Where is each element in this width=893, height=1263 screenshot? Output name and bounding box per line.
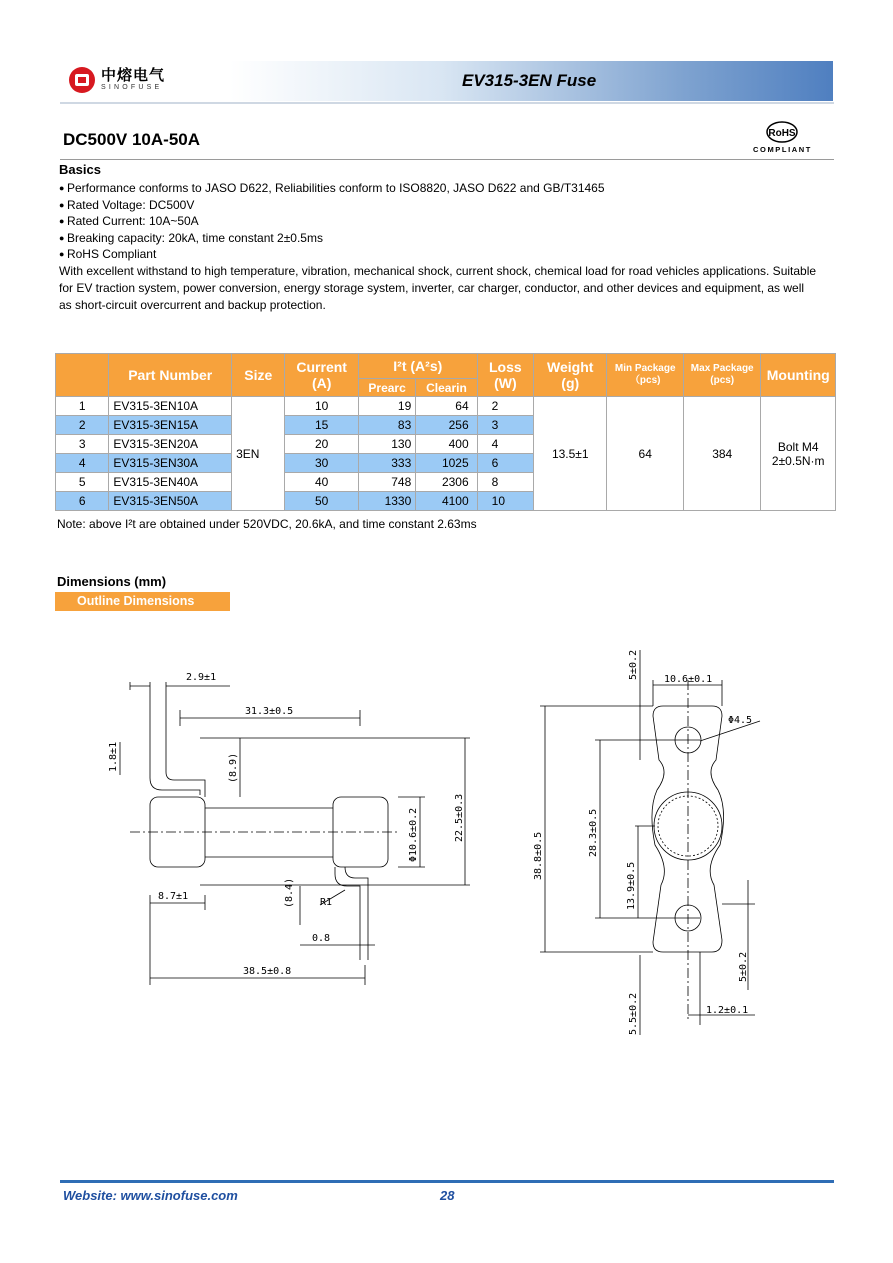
- dim-label: 10.6±0.1: [664, 674, 713, 685]
- cell-prearc: 83: [358, 416, 415, 435]
- page-number: 28: [440, 1188, 455, 1203]
- rohs-badge-text: RoHS: [768, 128, 796, 139]
- header-weight-label: Weight: [547, 359, 594, 375]
- header-weight: [534, 354, 607, 397]
- cell-loss: 6: [477, 454, 533, 473]
- header-min-package: [607, 354, 683, 397]
- dim-label: 1.2±0.1: [706, 1005, 749, 1016]
- basics-heading: Basics: [59, 162, 101, 177]
- dim-label: 0.8: [312, 933, 331, 944]
- cell-prearc: 130: [358, 435, 415, 454]
- header-min-package-label: Min Package: [614, 363, 676, 374]
- cell-no: 2: [56, 416, 109, 435]
- cell-prearc: 1330: [358, 492, 415, 511]
- header-divider: [60, 102, 834, 104]
- list-item: ● RoHS Compliant: [59, 246, 605, 263]
- mounting-line2: 2±0.5N·m: [771, 453, 825, 468]
- cell-no: 6: [56, 492, 109, 511]
- dim-label: 8.7±1: [158, 891, 189, 902]
- cell-weight: 13.5±1: [534, 397, 607, 511]
- header-loss: [477, 354, 533, 397]
- outline-dimensions-label: Outline Dimensions: [55, 592, 230, 611]
- footer-divider: [60, 1180, 834, 1183]
- cell-size: 3EN: [232, 397, 285, 511]
- cell-clearin: 2306: [416, 473, 477, 492]
- cell-current: 40: [285, 473, 358, 492]
- header-loss-unit: (W): [494, 375, 517, 391]
- table-row: [56, 397, 836, 416]
- document-title: EV315-3EN Fuse: [462, 71, 597, 90]
- list-item: ● Performance conforms to JASO D622, Reliabilities conform to ISO8820, JASO D622 and GB/T31465: [59, 180, 605, 197]
- dim-label: 22.5±0.3: [454, 793, 465, 842]
- basics-list: [59, 180, 605, 263]
- cell-part: EV315-3EN30A: [109, 454, 232, 473]
- cell-prearc: 748: [358, 473, 415, 492]
- dim-label: (8.4): [284, 877, 295, 908]
- dim-label: R1: [320, 897, 333, 908]
- header-mounting: Mounting: [761, 354, 836, 397]
- dim-label: 31.3±0.5: [245, 706, 294, 717]
- cell-min-package: 64: [607, 397, 683, 511]
- dimensions-heading: Dimensions (mm): [57, 574, 167, 589]
- cell-max-package: 384: [683, 397, 760, 511]
- cell-loss: 4: [477, 435, 533, 454]
- cell-no: 5: [56, 473, 109, 492]
- cell-part: EV315-3EN40A: [109, 473, 232, 492]
- header-size: Size: [232, 354, 285, 397]
- dim-label: 28.3±0.5: [588, 808, 599, 857]
- cell-clearin: 400: [416, 435, 477, 454]
- cell-clearin: 256: [416, 416, 477, 435]
- side-lead-bottom: [335, 867, 360, 960]
- dim-label: 38.8±0.5: [533, 831, 544, 880]
- header-max-package-unit: (pcs): [710, 375, 735, 386]
- cell-loss: 3: [477, 416, 533, 435]
- cell-no: 1: [56, 397, 109, 416]
- logo-english-name: SINOFUSE: [101, 84, 163, 91]
- top-view-labels: [533, 650, 752, 1035]
- basics-description: With excellent withstand to high temperature, vibration, mechanical shock, current shock, chemical load for road vehicles applications. Suitable for EV traction system, power conversion, energy storage system, inverter, car charger, conductor, and other devices and equipment, as well as short-circuit overcurrent and backup protection.: [59, 264, 817, 312]
- header-current-unit: (A): [311, 375, 332, 391]
- side-cap-left: [150, 797, 205, 867]
- header-prearc: Prearc: [358, 379, 415, 397]
- dim-label: 13.9±0.5: [626, 861, 637, 910]
- cell-current: 20: [285, 435, 358, 454]
- dim-label: 5.5±0.2: [628, 992, 639, 1035]
- header-clearin: Clearin: [416, 379, 477, 397]
- side-lead-top: [150, 682, 200, 795]
- cell-prearc: 19: [358, 397, 415, 416]
- cell-no: 3: [56, 435, 109, 454]
- rohs-badge-icon: [752, 120, 814, 160]
- header-min-package-unit: （pcs): [629, 375, 661, 386]
- cell-part: EV315-3EN15A: [109, 416, 232, 435]
- dim-label: 1.8±1: [108, 741, 119, 772]
- cell-part: EV315-3EN20A: [109, 435, 232, 454]
- dim-label: Φ10.6±0.2: [408, 807, 419, 862]
- mounting-line1: Bolt M4: [777, 439, 819, 454]
- header-loss-label: Loss: [488, 359, 522, 375]
- spec-table: [55, 353, 836, 511]
- cell-current: 15: [285, 416, 358, 435]
- top-view: [540, 650, 760, 1035]
- logo-chinese-name: 中熔电气: [101, 67, 166, 84]
- cell-mounting: [761, 397, 836, 511]
- cell-no: 4: [56, 454, 109, 473]
- cell-part: EV315-3EN50A: [109, 492, 232, 511]
- rohs-compliant-label: COMPLIANT: [753, 145, 812, 154]
- table-note: Note: above I²t are obtained under 520VDC, 20.6kA, and time constant 2.63ms: [57, 517, 477, 531]
- dim-label: 38.5±0.8: [243, 966, 292, 977]
- cell-clearin: 4100: [416, 492, 477, 511]
- header-i2t: I²t (A²s): [358, 354, 477, 379]
- footer-website[interactable]: Website: www.sinofuse.com: [63, 1188, 238, 1203]
- dim-label: (8.9): [228, 752, 239, 783]
- header-current: [285, 354, 358, 397]
- cell-current: 30: [285, 454, 358, 473]
- side-lead-top-inner: [166, 682, 205, 797]
- list-item: ● Rated Voltage: DC500V: [59, 197, 605, 214]
- header-part-number: Part Number: [109, 354, 232, 397]
- dim-label: Φ4.5: [728, 715, 753, 726]
- list-item: ● Rated Current: 10A~50A: [59, 213, 605, 230]
- cell-current: 10: [285, 397, 358, 416]
- list-item: ● Breaking capacity: 20kA, time constant 2±0.5ms: [59, 230, 605, 247]
- dim-label: 5±0.2: [628, 649, 639, 680]
- header-weight-unit: (g): [561, 375, 580, 391]
- cell-loss: 8: [477, 473, 533, 492]
- header-max-package: [683, 354, 760, 397]
- header-no: [56, 354, 109, 397]
- dim-label: 5±0.2: [738, 951, 749, 982]
- cell-loss: 10: [477, 492, 533, 511]
- header-max-package-label: Max Package: [690, 363, 754, 374]
- cell-loss: 2: [477, 397, 533, 416]
- cell-clearin: 64: [416, 397, 477, 416]
- cell-prearc: 333: [358, 454, 415, 473]
- spec-divider: [60, 159, 834, 160]
- cell-part: EV315-3EN10A: [109, 397, 232, 416]
- dim-label: 2.9±1: [186, 672, 217, 683]
- header-current-label: Current: [296, 359, 347, 375]
- spec-title: DC500V 10A-50A: [63, 130, 201, 149]
- cell-clearin: 1025: [416, 454, 477, 473]
- dimension-drawing: [0, 640, 893, 1040]
- cell-current: 50: [285, 492, 358, 511]
